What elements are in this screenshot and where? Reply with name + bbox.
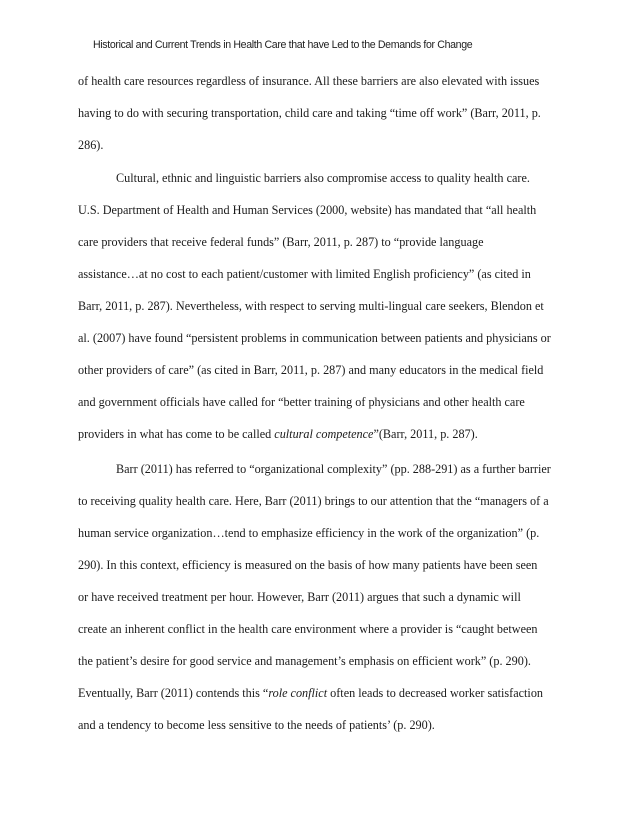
- text-line: 286).: [78, 138, 104, 152]
- text-line: other providers of care” (as cited in Barr, 2011, p. 287) and many educators in the medical field: [78, 363, 544, 377]
- text-line: assistance…at no cost to each patient/customer with limited English proficiency” (as cited in: [78, 267, 531, 281]
- text-line: or have received treatment per hour. However, Barr (2011) argues that such a dynamic will: [78, 590, 521, 604]
- text-line: al. (2007) have found “persistent problems in communication between patients and physicians or: [78, 331, 551, 345]
- text-line: having to do with securing transportation, child care and taking “time off work” (Barr, 2011, p.: [78, 106, 541, 120]
- text-line: 290). In this context, efficiency is measured on the basis of how many patients have been seen: [78, 558, 538, 572]
- text-line: Barr, 2011, p. 287). Nevertheless, with respect to serving multi-lingual care seekers, Blendon et: [78, 299, 544, 313]
- text-fragment: often leads to decreased worker satisfaction: [327, 686, 544, 700]
- text-fragment: ”(Barr, 2011, p. 287).: [373, 427, 478, 441]
- text-line-with-italic: [78, 685, 570, 701]
- text-line: care providers that receive federal funds” (Barr, 2011, p. 287) to “provide language: [78, 235, 484, 249]
- text-line: the patient’s desire for good service and management’s emphasis on efficient work” (p. 290).: [78, 654, 531, 668]
- text-line: of health care resources regardless of insurance. All these barriers are also elevated with issues: [78, 74, 540, 88]
- text-line: create an inherent conflict in the health care environment where a provider is “caught between: [78, 622, 538, 636]
- text-line: to receiving quality health care. Here, Barr (2011) brings to our attention that the “managers of a: [78, 494, 549, 508]
- italic-term: role conflict: [268, 686, 328, 700]
- paragraph-first-line: Barr (2011) has referred to “organizational complexity” (pp. 288-291) as a further barrier: [116, 462, 551, 476]
- text-line: and a tendency to become less sensitive to the needs of patients’ (p. 290).: [78, 718, 435, 732]
- paragraph-first-line: Cultural, ethnic and linguistic barriers also compromise access to quality health care.: [116, 171, 530, 185]
- text-fragment: providers in what has come to be called: [78, 427, 275, 441]
- text-line: human service organization…tend to emphasize efficiency in the work of the organization” (p.: [78, 526, 540, 540]
- text-line-with-italic: [78, 426, 570, 442]
- text-line: and government officials have called for “better training of physicians and other health care: [78, 395, 525, 409]
- text-line: U.S. Department of Health and Human Services (2000, website) has mandated that “all health: [78, 203, 537, 217]
- italic-term: cultural competence: [274, 427, 374, 441]
- running-header: Historical and Current Trends in Health Care that have Led to the Demands for Change: [93, 39, 473, 51]
- text-fragment: Eventually, Barr (2011) contends this “: [78, 686, 269, 700]
